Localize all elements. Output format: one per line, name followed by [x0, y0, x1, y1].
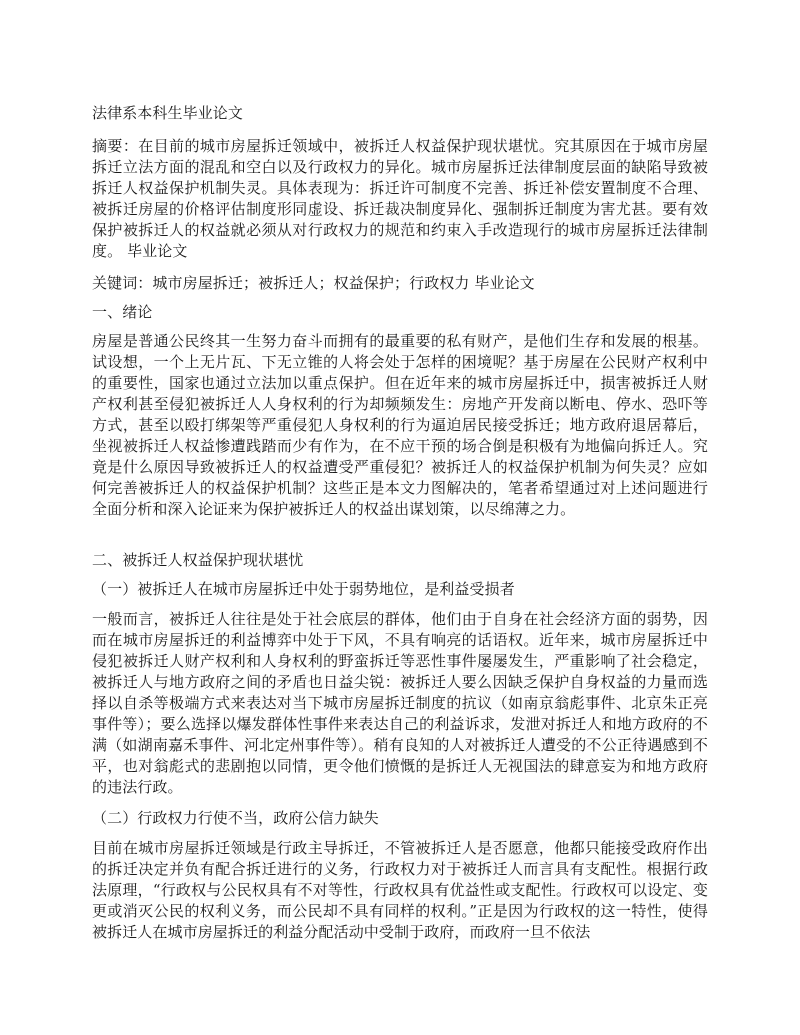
keywords-line: 关键词：城市房屋拆迁；被拆迁人；权益保护；行政权力 毕业论文 [92, 274, 535, 292]
document-title: 法律系本科生毕业论文 [92, 104, 244, 122]
subsection-heading-2: （二）行政权力行使不当，政府公信力缺失 [92, 809, 379, 827]
abstract-paragraph: 摘要：在目前的城市房屋拆迁领域中，被拆迁人权益保护现状堪忧。究其原因在于城市房屋拆迁立法方面的混乱和空白以及行政权力的异化。城市房屋拆迁法律制度层面的缺陷导致被拆迁人权益保护机制失灵。具体表现为：拆迁许可制度不完善、拆迁补偿安置制度不合理、被拆迁房屋的价格评估制度形同虚设、拆迁裁决制度异化、强制拆迁制度为害尤甚。要有效保护被拆迁人的权益就必须从对行政权力的规范和约束入手改造现行的城市房屋拆迁法律制度。 毕业论文 [92, 137, 708, 260]
subsection-1-paragraph: 一般而言，被拆迁人往往是处于社会底层的群体，他们由于自身在社会经济方面的弱势，因而在城市房屋拆迁的利益博弈中处于下风，不具有响亮的话语权。近年来，城市房屋拆迁中侵犯被拆迁人财产权利和人身权利的野蛮拆迁等恶性事件屡屡发生，严重影响了社会稳定，被拆迁人与地方政府之间的矛盾也日益尖锐：被拆迁人要么因缺乏保护自身权益的力量而选择以自杀等极端方式来表达对当下城市房屋拆迁制度的抗议（如南京翁彪事件、北京朱正亮事件等）；要么选择以爆发群体性事件来表达自己的利益诉求，发泄对拆迁人和地方政府的不满（如湖南嘉禾事件、河北定州事件等）。稍有良知的人对被拆迁人遭受的不公正待遇感到不平，也对翁彪式的悲剧抱以同情，更令他们愤慨的是拆迁人无视国法的肆意妄为和地方政府的违法行政。 [92, 610, 708, 796]
subsection-2-paragraph: 目前在城市房屋拆迁领域是行政主导拆迁，不管被拆迁人是否愿意，他都只能接受政府作出的拆迁决定并负有配合拆迁进行的义务，行政权力对于被拆迁人而言具有支配性。根据行政法原理，“行政权与公民权具有不对等性，行政权具有优益性或支配性。行政权可以设定、变更或消灭公民的权利义务，而公民却不具有同样的权利。”正是因为行政权的这一特性，使得被拆迁人在城市房屋拆迁的利益分配活动中受制于政府，而政府一旦不依法 [92, 839, 708, 941]
subsection-heading-1: （一）被拆迁人在城市房屋拆迁中处于弱势地位，是利益受损者 [92, 580, 515, 598]
introduction-paragraph: 房屋是普通公民终其一生努力奋斗而拥有的最重要的私有财产，是他们生存和发展的根基。试设想，一个上无片瓦、下无立锥的人将会处于怎样的困境呢？基于房屋在公民财产权利中的重要性，国家也通过立法加以重点保护。但在近年来的城市房屋拆迁中，损害被拆迁人财产权利甚至侵犯被拆迁人人身权利的行为却频频发生：房地产开发商以断电、停水、恐吓等方式，甚至以殴打绑架等严重侵犯人身权利的行为逼迫居民接受拆迁；地方政府退居幕后，坐视被拆迁人权益惨遭践踏而少有作为，在不应干预的场合倒是积极有为地偏向拆迁人。究竟是什么原因导致被拆迁人的权益遭受严重侵犯？被拆迁人的权益保护机制为何失灵？应如何完善被拆迁人的权益保护机制？这些正是本文力图解决的，笔者希望通过对上述问题进行全面分析和深入论证来为保护被拆迁人的权益出谋划策，以尽绵薄之力。 [92, 332, 708, 518]
section-heading-status: 二、被拆迁人权益保护现状堪忧 [92, 551, 304, 569]
section-heading-introduction: 一、绪论 [92, 303, 153, 321]
